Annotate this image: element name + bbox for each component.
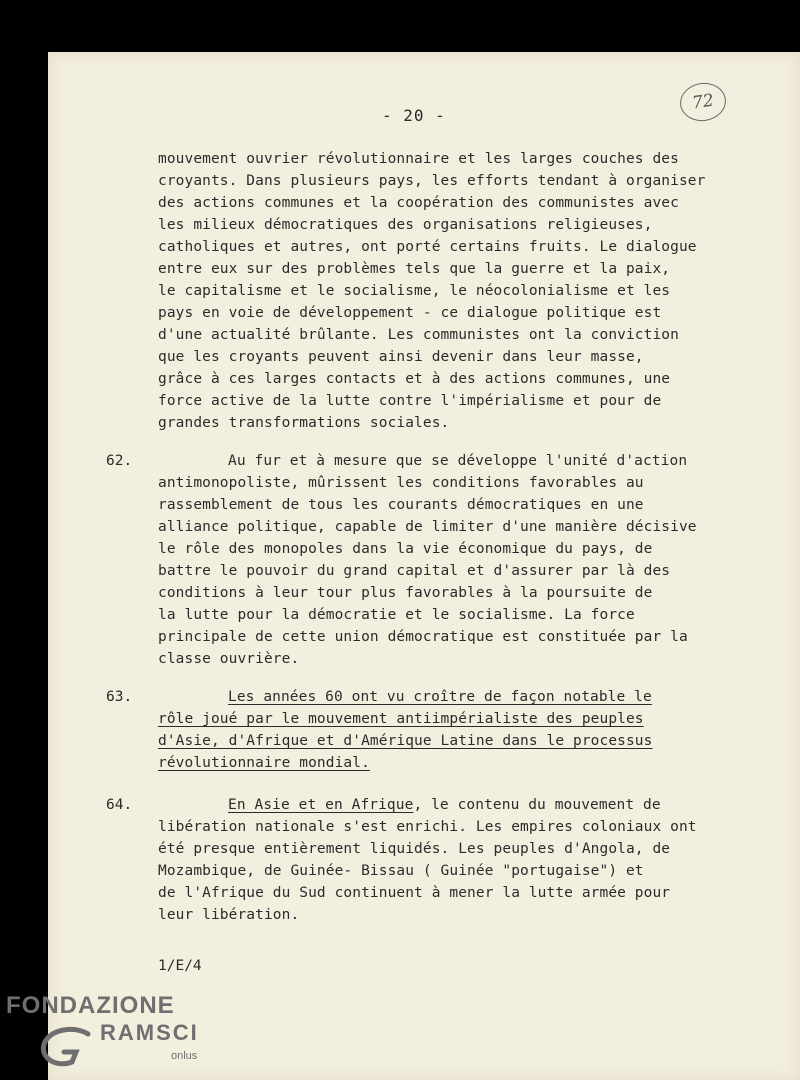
paragraph-number: 62.	[106, 453, 133, 469]
text-line: Mozambique, de Guinée- Bissau ( Guinée "portugaise") et	[158, 863, 644, 879]
text-line: grandes transformations sociales.	[158, 415, 450, 431]
document-reference: 1/E/4	[158, 958, 202, 974]
text-line: d'Asie, d'Afrique et d'Amérique Latine dans le processus	[158, 733, 653, 749]
text-line: libération nationale s'est enrichi. Les empires coloniaux ont	[158, 819, 697, 835]
text-line: antimonopoliste, mûrissent les conditions favorables au	[158, 475, 644, 491]
paragraph-number: 63.	[106, 689, 133, 705]
text-line: Les années 60 ont vu croître de façon notable le	[228, 689, 652, 705]
page-number: - 20 -	[382, 106, 446, 125]
paragraph-number: 64.	[106, 797, 133, 813]
watermark	[6, 992, 206, 1062]
text-line: rôle joué par le mouvement antiimpérialiste des peuples	[158, 711, 644, 727]
watermark-onlus: onlus	[171, 1050, 198, 1062]
text-line: croyants. Dans plusieurs pays, les efforts tendant à organiser	[158, 173, 706, 189]
text-span: , le contenu du mouvement de	[413, 797, 661, 813]
text-line: le capitalisme et le socialisme, le néocolonialisme et les	[158, 283, 671, 299]
text-line: de l'Afrique du Sud continuent à mener la lutte armée pour	[158, 885, 671, 901]
text-line: rassemblement de tous les courants démocratiques en une	[158, 497, 644, 513]
text-line: la lutte pour la démocratie et le socialisme. La force	[158, 607, 635, 623]
underlined-text: En Asie et en Afrique	[228, 797, 414, 813]
text-line: principale de cette union démocratique est constituée par la	[158, 629, 688, 645]
paragraph-64	[158, 794, 718, 926]
watermark-title: FONDAZIONE	[6, 992, 175, 1019]
text-line: alliance politique, capable de limiter d'une manière décisive	[158, 519, 697, 535]
text-line: classe ouvrière.	[158, 651, 300, 667]
text-line	[158, 752, 718, 774]
text-line: conditions à leur tour plus favorables à la poursuite de	[158, 585, 653, 601]
text-line: battre le pouvoir du grand capital et d'assurer par là des	[158, 563, 671, 579]
text-line: force active de la lutte contre l'impérialisme et pour de	[158, 393, 662, 409]
paragraph-62	[158, 450, 718, 670]
text-line: pays en voie de développement - ce dialogue politique est	[158, 305, 662, 321]
underlined-text: révolutionnaire mondial.	[158, 755, 370, 771]
text-line: les milieux démocratiques des organisations religieuses,	[158, 217, 653, 233]
text-line: Au fur et à mesure que se développe l'unité d'action	[228, 453, 688, 469]
text-line: leur libération.	[158, 907, 300, 923]
text-line: catholiques et autres, ont porté certains fruits. Le dialogue	[158, 239, 697, 255]
paragraph-continuation	[158, 148, 718, 434]
text-line: des actions communes et la coopération des communistes avec	[158, 195, 679, 211]
text-line: d'une actualité brûlante. Les communistes ont la conviction	[158, 327, 679, 343]
text-line: été presque entièrement liquidés. Les peuples d'Angola, de	[158, 841, 671, 857]
text-line	[158, 794, 718, 816]
text-line: entre eux sur des problèmes tels que la guerre et la paix,	[158, 261, 671, 277]
text-line: grâce à ces larges contacts et à des actions communes, une	[158, 371, 671, 387]
paragraph-63	[158, 686, 718, 774]
text-line: mouvement ouvrier révolutionnaire et les larges couches des	[158, 151, 679, 167]
watermark-logo-icon	[36, 1022, 96, 1072]
archive-number-stamp: 72	[678, 80, 729, 124]
text-line: que les croyants peuvent ainsi devenir dans leur masse,	[158, 349, 644, 365]
watermark-subtitle: RAMSCI	[100, 1020, 199, 1045]
text-line: le rôle des monopoles dans la vie économique du pays, de	[158, 541, 653, 557]
